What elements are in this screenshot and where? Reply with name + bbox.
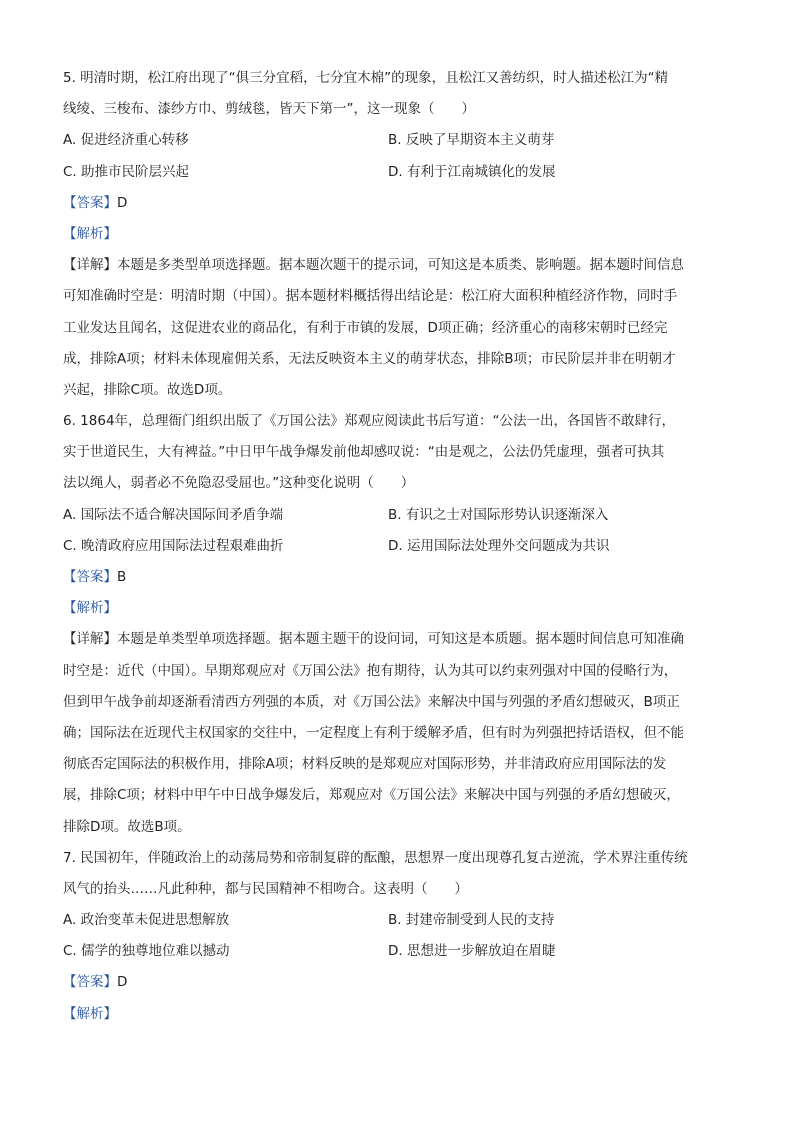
option-b: B. 反映了早期资本主义萌芽 bbox=[388, 132, 555, 149]
analysis-line bbox=[63, 593, 713, 624]
options-row bbox=[63, 157, 713, 188]
options-row bbox=[63, 500, 713, 531]
option-a: A. 国际法不适合解决国际间矛盾争端 bbox=[63, 506, 284, 523]
detail-text: 本题是多类型单项选择题。据本题次题干的提示词，可知这是本质类、影响题。据本题时间信息 bbox=[117, 257, 684, 274]
analysis-label: 【解析】 bbox=[63, 225, 117, 242]
analysis-label: 【解析】 bbox=[63, 600, 117, 617]
detail-text: 确；国际法在近现代主权国家的交往中，一定程度上有利于缓解矛盾，但有时为列强把持话语权，但不能 bbox=[63, 724, 684, 741]
option-a: A. 促进经济重心转移 bbox=[63, 132, 189, 149]
option-d: D. 运用国际法处理外交问题成为共识 bbox=[388, 537, 610, 554]
answer-line bbox=[63, 967, 713, 998]
question-stem-line: 线绫、三梭布、漆纱方巾、剪绒毯，皆天下第一”，这一现象（ ） bbox=[63, 101, 475, 118]
answer-label: 【答案】 bbox=[63, 974, 117, 991]
question-block bbox=[63, 63, 713, 406]
detail-line bbox=[63, 656, 713, 687]
answer-value: D bbox=[117, 194, 128, 211]
answer-line bbox=[63, 562, 713, 593]
question-stem-line: 5. 明清时期，松江府出现了“俱三分宜稻，七分宜木棉”的现象，且松江又善纺织，时人描述松江为“精 bbox=[63, 70, 669, 86]
question-stem-line: 7. 民国初年，伴随政治上的动荡局势和帝制复辟的酝酿，思想界一度出现尊孔复古逆流，学术界注重传统 bbox=[63, 849, 688, 866]
detail-text: 但到甲午战争前却逐渐看清西方列强的本质，对《万国公法》来解决中国与列强的矛盾幻想破灭，B项正 bbox=[63, 693, 680, 710]
detail-line bbox=[63, 687, 713, 718]
detail-line bbox=[63, 344, 713, 375]
option-c: C. 助推市民阶层兴起 bbox=[63, 163, 190, 180]
analysis-line bbox=[63, 219, 713, 250]
detail-text: 本题是单类型单项选择题。据本题主题干的设问词，可知这是本质题。据本题时间信息可知准确 bbox=[117, 631, 684, 648]
detail-text: 时空是：近代（中国）。早期郑观应对《万国公法》抱有期待，认为其可以约束列强对中国的侵略行为， bbox=[63, 662, 678, 679]
question-block bbox=[63, 843, 713, 1030]
detail-text: 成，排除A项；材料未体现雇佣关系，无法反映资本主义的萌芽状态，排除B项；市民阶层并非在明朝才 bbox=[63, 350, 676, 367]
answer-value: D bbox=[117, 974, 128, 991]
question-stem-line: 风气的抬头……凡此种种，都与民国精神不相吻合。这表明（ ） bbox=[63, 880, 468, 897]
question-stem-line: 实于世道民生，大有裨益。”中日甲午战争爆发前他却感叹说：“由是观之，公法仍凭虚理，强者可执其 bbox=[63, 444, 665, 461]
answer-value: B bbox=[117, 569, 127, 585]
option-c: C. 儒学的独尊地位难以撼动 bbox=[63, 943, 230, 960]
detail-line bbox=[63, 375, 713, 406]
detail-line bbox=[63, 624, 713, 655]
analysis-label: 【解析】 bbox=[63, 1005, 117, 1022]
options-row bbox=[63, 936, 713, 967]
option-b: B. 封建帝制受到人民的支持 bbox=[388, 912, 555, 929]
detail-label: 【详解】 bbox=[63, 631, 117, 648]
answer-line bbox=[63, 188, 713, 219]
detail-text: 彻底否定国际法的积极作用，排除A项；材料反映的是郑观应对国际形势，并非清政府应用国际法的发 bbox=[63, 756, 667, 773]
detail-text: 工业发达且闻名，这促进农业的商品化，有利于市镇的发展，D项正确；经济重心的南移宋朝时已经完 bbox=[63, 319, 668, 336]
detail-line bbox=[63, 718, 713, 749]
document-content bbox=[63, 63, 713, 1030]
option-a: A. 政治变革未促进思想解放 bbox=[63, 912, 230, 929]
detail-line bbox=[63, 780, 713, 811]
detail-text: 展，排除C项；材料中甲午中日战争爆发后，郑观应对《万国公法》来解决中国与列强的矛盾幻想破灭， bbox=[63, 787, 680, 804]
detail-text: 可知准确时空是：明清时期（中国）。据本题材料概括得出结论是：松江府大面积种植经济作物，同时手 bbox=[63, 288, 678, 305]
option-b: B. 有识之士对国际形势认识逐渐深入 bbox=[388, 506, 609, 523]
detail-line bbox=[63, 250, 713, 281]
option-d: D. 思想进一步解放迫在眉睫 bbox=[388, 943, 556, 960]
answer-label: 【答案】 bbox=[63, 194, 117, 211]
options-row bbox=[63, 905, 713, 936]
question-stem-line: 法以绳人，弱者必不免隐忍受屈也。”这种变化说明（ ） bbox=[63, 475, 415, 492]
options-row bbox=[63, 125, 713, 156]
detail-line bbox=[63, 749, 713, 780]
options-row bbox=[63, 531, 713, 562]
option-c: C. 晚清政府应用国际法过程艰难曲折 bbox=[63, 537, 284, 554]
answer-label: 【答案】 bbox=[63, 569, 117, 585]
detail-text: 排除D项。故选B项。 bbox=[63, 818, 191, 835]
detail-line bbox=[63, 281, 713, 312]
question-block bbox=[63, 406, 713, 843]
option-d: D. 有利于江南城镇化的发展 bbox=[388, 163, 556, 180]
detail-text: 兴起，排除C项。故选D项。 bbox=[63, 381, 232, 398]
analysis-line bbox=[63, 999, 713, 1030]
question-stem-line: 6. 1864年，总理衙门组织出版了《万国公法》郑观应阅读此书后写道：“公法一出，各国皆不敢肆行， bbox=[63, 413, 676, 430]
detail-line bbox=[63, 313, 713, 344]
detail-label: 【详解】 bbox=[63, 257, 117, 274]
detail-line bbox=[63, 812, 713, 843]
